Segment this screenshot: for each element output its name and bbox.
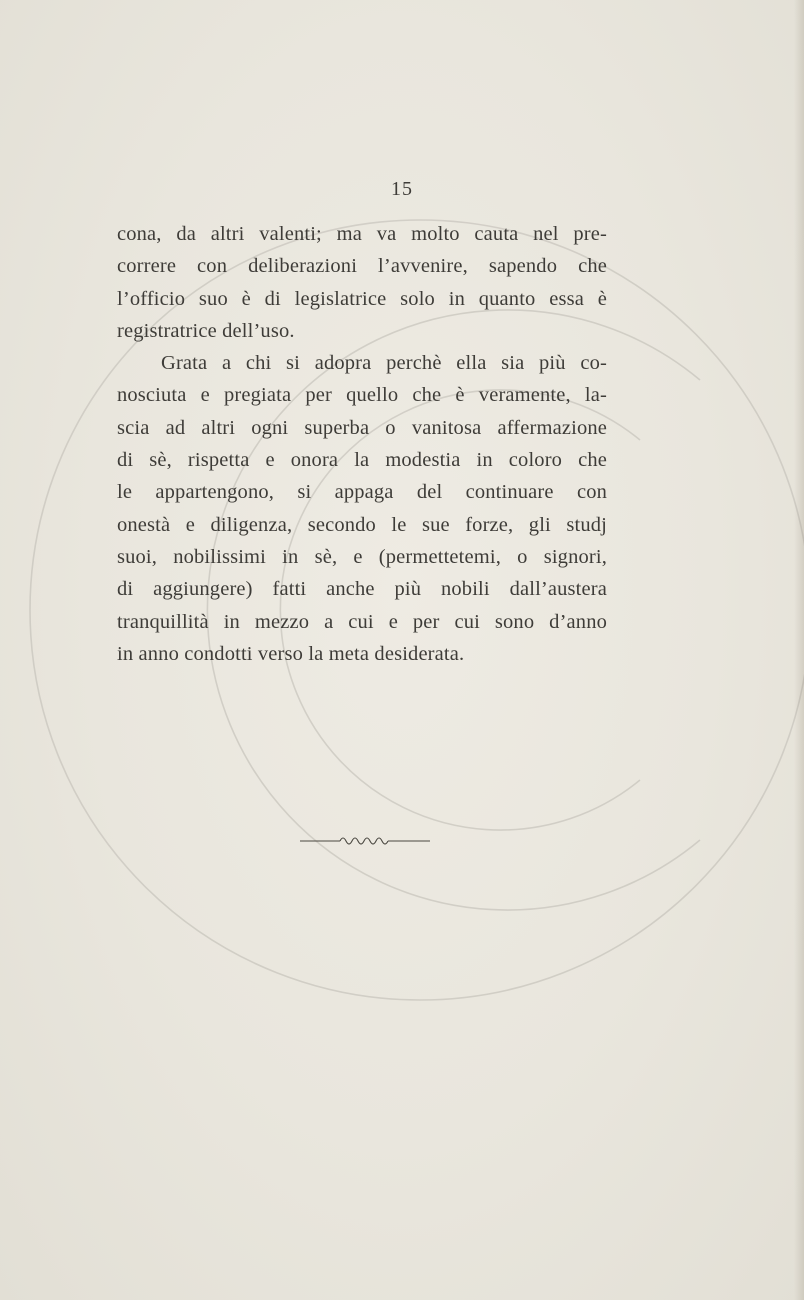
text-line: tranquillità in mezzo a cui e per cui sono d’anno (117, 610, 607, 633)
text-line: in anno condotti verso la meta desiderata. (117, 642, 465, 665)
text-line: onestà e diligenza, secondo le sue forze, gli studj (117, 513, 607, 536)
text-line: scia ad altri ogni superba o vanitosa affermazione (117, 416, 607, 439)
text-line: le appartengono, si appaga del continuare con (117, 481, 607, 504)
text-line: Grata a chi si adopra perchè ella sia più co- (161, 352, 607, 375)
wavy-line-ornament-icon (300, 832, 430, 848)
body-text (117, 218, 607, 670)
text-line: l’officio suo è di legislatrice solo in quanto essa è (117, 287, 607, 310)
page-number: 15 (391, 178, 413, 200)
text-line: di aggiungere) fatti anche più nobili dall’austera (117, 578, 607, 601)
text-line: registratrice dell’uso. (117, 319, 295, 342)
text-line: suoi, nobilissimi in sè, e (permettetemi, o signori, (117, 545, 607, 568)
text-line: correre con deliberazioni l’avvenire, sapendo che (117, 255, 607, 278)
text-line: di sè, rispetta e onora la modestia in coloro che (117, 449, 607, 472)
text-line: nosciuta e pregiata per quello che è veramente, la- (117, 384, 607, 407)
text-line: cona, da altri valenti; ma va molto cauta nel pre- (117, 223, 607, 245)
